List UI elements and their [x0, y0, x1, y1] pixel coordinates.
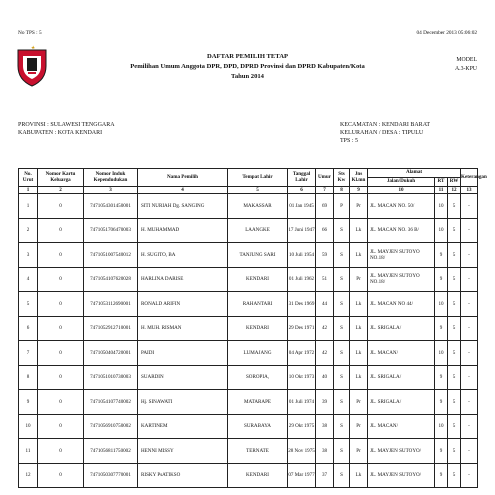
- voter-name: PAIDI: [138, 341, 228, 366]
- table-row: [19, 194, 478, 219]
- age: 38: [316, 414, 334, 439]
- rw: 5: [448, 463, 461, 488]
- gender: Lk: [350, 218, 368, 243]
- gender: Lk: [350, 243, 368, 268]
- rw: 5: [448, 194, 461, 219]
- column-number: 4: [138, 187, 228, 194]
- column-number: 5: [228, 187, 288, 194]
- age: 44: [316, 292, 334, 317]
- age: 66: [316, 218, 334, 243]
- gender: Lk: [350, 365, 368, 390]
- col-header-tanggal: Tanggal Lahir: [288, 169, 316, 187]
- voter-name: HARLINA DARISE: [138, 267, 228, 292]
- family-card-number: 0: [38, 414, 84, 439]
- birth-date: 10 Juli 1954: [288, 243, 316, 268]
- region-info-right: [340, 121, 430, 145]
- rt: 10: [435, 218, 448, 243]
- title-line-1: DAFTAR PEMILIH TETAP: [207, 53, 288, 60]
- remarks: -: [461, 365, 478, 390]
- birth-date: 07 Mar 1977: [288, 463, 316, 488]
- birth-date: 29 Okt 1975: [288, 414, 316, 439]
- kpu-logo: [14, 44, 50, 88]
- nik-cell: 7471050307770001: [84, 463, 138, 488]
- voter-name: RISKY PsATIKSO: [138, 463, 228, 488]
- age: 37: [316, 463, 334, 488]
- model-line-2: A.3-KPU: [454, 66, 477, 72]
- nik-cell: 7471054301450001: [84, 194, 138, 219]
- row-number: 9: [19, 390, 38, 415]
- rw: 5: [448, 218, 461, 243]
- model-label: [455, 56, 477, 74]
- street-address: JL. MACAN NO 44/: [368, 292, 435, 317]
- family-card-number: 0: [38, 439, 84, 464]
- voter-name: SITI NURIAH Dg. SANGING: [138, 194, 228, 219]
- table-row: [19, 390, 478, 415]
- rt: 9: [435, 365, 448, 390]
- row-number: 7: [19, 341, 38, 366]
- nik-cell: 7471056811750002: [84, 439, 138, 464]
- marital-status: S: [334, 414, 350, 439]
- voter-table: [18, 168, 487, 488]
- age: 42: [316, 341, 334, 366]
- street-address: JL. MACAN NO. 50/: [368, 194, 435, 219]
- age: 69: [316, 194, 334, 219]
- marital-status: S: [334, 218, 350, 243]
- marital-status: P: [334, 194, 350, 219]
- column-number: 8: [334, 187, 350, 194]
- birth-place: MATARAPE: [228, 390, 288, 415]
- col-header-no: No. Urut: [19, 169, 38, 187]
- marital-status: S: [334, 243, 350, 268]
- nik-cell: 7471051706470003: [84, 218, 138, 243]
- rt: 9: [435, 390, 448, 415]
- birth-place: MAKASSAR: [228, 194, 288, 219]
- kpu-logo-icon: [14, 44, 50, 88]
- marital-status: S: [334, 463, 350, 488]
- rt: 9: [435, 316, 448, 341]
- rw: 5: [448, 365, 461, 390]
- tps-info-label: TPS : 5: [340, 138, 359, 144]
- title-line-3: Tahun 2014: [231, 73, 264, 80]
- col-header-jalan: Jalan/Dukuh: [368, 178, 435, 187]
- column-number: 11: [435, 187, 448, 194]
- row-number: 1: [19, 194, 38, 219]
- age: 40: [316, 365, 334, 390]
- voter-table-body: [19, 194, 478, 488]
- street-address: JL. MAYJEN SUTOYO/: [368, 463, 435, 488]
- birth-place: LAANGKE: [228, 218, 288, 243]
- column-number: 1: [19, 187, 38, 194]
- remarks: -: [461, 341, 478, 366]
- rt: 9: [435, 243, 448, 268]
- kecamatan-label: KECAMATAN : KENDARI BARAT: [340, 122, 431, 128]
- column-number: 6: [288, 187, 316, 194]
- gender: Pr: [350, 194, 368, 219]
- top-line: [18, 30, 477, 40]
- document-title: [100, 52, 395, 82]
- remarks: -: [461, 316, 478, 341]
- age: 51: [316, 267, 334, 292]
- rw: 5: [448, 267, 461, 292]
- remarks: -: [461, 218, 478, 243]
- col-header-rw: RW: [448, 178, 461, 187]
- col-header-tempat: Tempat Lahir: [228, 169, 288, 187]
- family-card-number: 0: [38, 218, 84, 243]
- street-address: JL. MACAN NO. 36 B/: [368, 218, 435, 243]
- age: 38: [316, 439, 334, 464]
- birth-place: TERNATE: [228, 439, 288, 464]
- kelurahan-label: KELURAHAN / DESA : TIPULU: [340, 130, 424, 136]
- column-number: 3: [84, 187, 138, 194]
- family-card-number: 0: [38, 365, 84, 390]
- nik-cell: 7471056910750002: [84, 414, 138, 439]
- column-number: 7: [316, 187, 334, 194]
- street-address: JL. SRIGALA/: [368, 390, 435, 415]
- street-address: JL. MAYJEN SUTOYO/: [368, 439, 435, 464]
- remarks: -: [461, 414, 478, 439]
- region-info-left: [18, 121, 115, 137]
- family-card-number: 0: [38, 292, 84, 317]
- rt: 9: [435, 463, 448, 488]
- gender: Lk: [350, 316, 368, 341]
- birth-place: SURABAYA: [228, 414, 288, 439]
- kabupaten-label: KABUPATEN : KOTA KENDARI: [18, 130, 103, 136]
- birth-date: 17 Juni 1947: [288, 218, 316, 243]
- voter-name: H. MUHAMMAD: [138, 218, 228, 243]
- table-row: [19, 292, 478, 317]
- gender: Pr: [350, 267, 368, 292]
- nik-cell: 7471050404720001: [84, 341, 138, 366]
- rt: 9: [435, 439, 448, 464]
- remarks: -: [461, 463, 478, 488]
- remarks: -: [461, 243, 478, 268]
- birth-place: KENDARI: [228, 267, 288, 292]
- age: 59: [316, 243, 334, 268]
- col-header-sts: Sts Kw: [334, 169, 350, 187]
- row-number: 3: [19, 243, 38, 268]
- marital-status: S: [334, 341, 350, 366]
- street-address: JL. MACAN/: [368, 414, 435, 439]
- birth-date: 29 Des 1971: [288, 316, 316, 341]
- age: 39: [316, 390, 334, 415]
- nik-cell: 7471054107740002: [84, 390, 138, 415]
- table-row: [19, 439, 478, 464]
- marital-status: S: [334, 390, 350, 415]
- voter-name: Hj. SINAWATI: [138, 390, 228, 415]
- rw: 5: [448, 439, 461, 464]
- row-number: 10: [19, 414, 38, 439]
- family-card-number: 0: [38, 390, 84, 415]
- gender: Pr: [350, 439, 368, 464]
- remarks: -: [461, 292, 478, 317]
- birth-date: 01 Jan 1945: [288, 194, 316, 219]
- table-row: [19, 414, 478, 439]
- nik-cell: 7471053112690001: [84, 292, 138, 317]
- rw: 5: [448, 243, 461, 268]
- print-date: 04 December 2013 05:06:02: [416, 30, 477, 36]
- table-row: [19, 463, 478, 488]
- birth-date: 28 Nov 1975: [288, 439, 316, 464]
- table-row: [19, 316, 478, 341]
- row-number: 8: [19, 365, 38, 390]
- birth-date: 01 Juli 1962: [288, 267, 316, 292]
- nik-cell: 7471051007540012: [84, 243, 138, 268]
- col-header-rt: RT: [435, 178, 448, 187]
- col-header-ket: Keterangan: [461, 169, 478, 187]
- rw: 5: [448, 316, 461, 341]
- table-row: [19, 365, 478, 390]
- model-line-1: MODEL: [456, 57, 477, 63]
- remarks: -: [461, 439, 478, 464]
- birth-date: 31 Des 1969: [288, 292, 316, 317]
- marital-status: S: [334, 267, 350, 292]
- col-header-kk: Nomor Kartu Keluarga: [38, 169, 84, 187]
- nik-cell: 7471054107620028: [84, 267, 138, 292]
- remarks: -: [461, 267, 478, 292]
- title-line-2: Pemilihan Umum Anggota DPR, DPD, DPRD Provinsi dan DPRD Kabupaten/Kota: [130, 63, 365, 70]
- rw: 5: [448, 390, 461, 415]
- table-row: [19, 341, 478, 366]
- provinsi-label: PROVINSI : SULAWESI TENGGARA: [18, 122, 115, 128]
- rw: 5: [448, 341, 461, 366]
- row-number: 12: [19, 463, 38, 488]
- col-header-umur: Umur: [316, 169, 334, 187]
- column-number: 9: [350, 187, 368, 194]
- street-address: JL. MAYJEN SUTOYO NO.18/: [368, 267, 435, 292]
- rt: 10: [435, 341, 448, 366]
- rt: 10: [435, 292, 448, 317]
- marital-status: S: [334, 439, 350, 464]
- rw: 5: [448, 414, 461, 439]
- row-number: 4: [19, 267, 38, 292]
- row-number: 6: [19, 316, 38, 341]
- gender: Lk: [350, 341, 368, 366]
- gender: Pr: [350, 390, 368, 415]
- marital-status: S: [334, 292, 350, 317]
- table-row: [19, 243, 478, 268]
- gender: Lk: [350, 463, 368, 488]
- row-number: 2: [19, 218, 38, 243]
- marital-status: S: [334, 365, 350, 390]
- voter-name: HENNI MISSY: [138, 439, 228, 464]
- remarks: -: [461, 390, 478, 415]
- voter-name: H. SUGITO, BA: [138, 243, 228, 268]
- birth-place: RAHANTARI: [228, 292, 288, 317]
- birth-place: KENDARI: [228, 316, 288, 341]
- remarks: -: [461, 194, 478, 219]
- table-header-row: [19, 169, 478, 178]
- birth-place: KENDARI: [228, 463, 288, 488]
- rt: 10: [435, 414, 448, 439]
- birth-date: 01 Juli 1974: [288, 390, 316, 415]
- tps-label: No TPS : 5: [18, 30, 42, 36]
- family-card-number: 0: [38, 316, 84, 341]
- age: 42: [316, 316, 334, 341]
- column-number-row: [19, 187, 478, 194]
- street-address: JL. MACAN/: [368, 341, 435, 366]
- birth-place: SOROPIA,: [228, 365, 288, 390]
- voter-name: RONALD ARIFIN: [138, 292, 228, 317]
- gender: Pr: [350, 414, 368, 439]
- family-card-number: 0: [38, 463, 84, 488]
- voter-name: H. MUH. RISMAN: [138, 316, 228, 341]
- street-address: JL. MAYJEN SUTOYO NO.18/: [368, 243, 435, 268]
- table-row: [19, 218, 478, 243]
- family-card-number: 0: [38, 267, 84, 292]
- nik-cell: 7471052912710001: [84, 316, 138, 341]
- birth-place: LUMAJANG: [228, 341, 288, 366]
- row-number: 5: [19, 292, 38, 317]
- birth-date: 04 Apr 1972: [288, 341, 316, 366]
- column-number: 12: [448, 187, 461, 194]
- nik-cell: 7471051010730003: [84, 365, 138, 390]
- col-header-nama: Nama Pemilih: [138, 169, 228, 187]
- table-row: [19, 267, 478, 292]
- column-number: 10: [368, 187, 435, 194]
- family-card-number: 0: [38, 194, 84, 219]
- rw: 5: [448, 292, 461, 317]
- street-address: JL. SRIGALA/: [368, 316, 435, 341]
- rt: 9: [435, 267, 448, 292]
- family-card-number: 0: [38, 243, 84, 268]
- marital-status: S: [334, 316, 350, 341]
- row-number: 11: [19, 439, 38, 464]
- col-header-nik: Nomor Induk Kependudukan: [84, 169, 138, 187]
- column-number: 13: [461, 187, 478, 194]
- column-number: 2: [38, 187, 84, 194]
- col-header-alamat: Alamat: [368, 169, 461, 178]
- birth-place: TANJUNG SARI: [228, 243, 288, 268]
- voter-name: KARTINEM: [138, 414, 228, 439]
- col-header-jk: Jns Kl.mn: [350, 169, 368, 187]
- family-card-number: 0: [38, 341, 84, 366]
- street-address: JL. SRIGALA/: [368, 365, 435, 390]
- birth-date: 10 Okt 1973: [288, 365, 316, 390]
- rt: 10: [435, 194, 448, 219]
- voter-name: SUARDIN: [138, 365, 228, 390]
- gender: Lk: [350, 292, 368, 317]
